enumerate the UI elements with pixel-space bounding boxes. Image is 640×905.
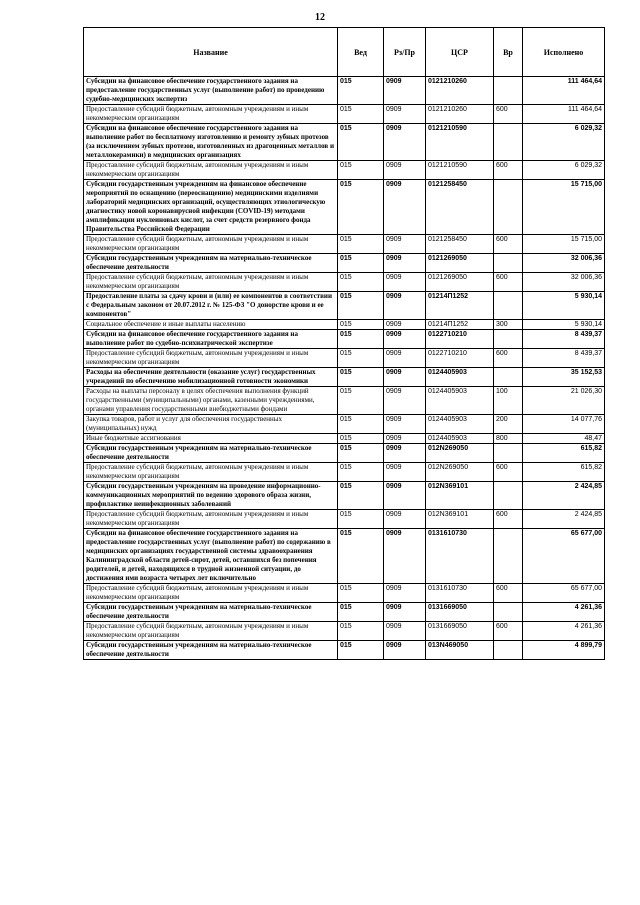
cell-amount: 32 006,36 [523, 254, 605, 273]
column-header-csr: ЦСР [426, 28, 494, 77]
cell-ved: 015 [338, 622, 384, 641]
cell-csr: 0122710210 [426, 349, 494, 368]
cell-name: Предоставление субсидий бюджетным, автономным учреждениям и иным некоммерческим организациям [84, 273, 338, 292]
cell-name: Субсидии на финансовое обеспечение государственного задания на выполнение работ по судебно-психиатрической экспертизе [84, 330, 338, 349]
cell-rzpr: 0909 [384, 77, 426, 105]
column-header-ved: Вед [338, 28, 384, 77]
table-row [84, 510, 605, 529]
cell-vr [494, 124, 523, 161]
cell-amount: 2 424,85 [523, 510, 605, 529]
table-row [84, 368, 605, 387]
cell-ved: 015 [338, 292, 384, 320]
cell-amount: 14 077,76 [523, 415, 605, 434]
table-row [84, 105, 605, 124]
cell-vr: 600 [494, 584, 523, 603]
cell-name: Социальное обеспечение и иные выплаты населению [84, 320, 338, 330]
cell-csr: 012N369101 [426, 510, 494, 529]
cell-vr: 600 [494, 349, 523, 368]
cell-name: Расходы на выплаты персоналу в целях обеспечения выполнения функций государственными (муниципальными) органами, казенными учреждениями, органами управления государственными внебюджетными фондами [84, 387, 338, 415]
cell-amount: 8 439,37 [523, 330, 605, 349]
cell-ved: 015 [338, 368, 384, 387]
cell-ved: 015 [338, 434, 384, 444]
cell-amount: 32 006,36 [523, 273, 605, 292]
cell-amount: 15 715,00 [523, 235, 605, 254]
cell-rzpr: 0909 [384, 180, 426, 235]
cell-amount: 5 930,14 [523, 292, 605, 320]
cell-ved: 015 [338, 161, 384, 180]
cell-rzpr: 0909 [384, 368, 426, 387]
cell-rzpr: 0909 [384, 529, 426, 584]
cell-csr: 0121269050 [426, 254, 494, 273]
cell-name: Субсидии государственным учреждениям на материально-техническое обеспечение деятельности [84, 641, 338, 660]
cell-name: Субсидии государственным учреждениям на материально-техническое обеспечение деятельности [84, 254, 338, 273]
cell-ved: 015 [338, 105, 384, 124]
cell-name: Предоставление субсидий бюджетным, автономным учреждениям и иным некоммерческим организациям [84, 349, 338, 368]
cell-csr: 0124405903 [426, 434, 494, 444]
cell-name: Предоставление субсидий бюджетным, автономным учреждениям и иным некоммерческим организациям [84, 463, 338, 482]
cell-name: Предоставление субсидий бюджетным, автономным учреждениям и иным некоммерческим организациям [84, 235, 338, 254]
cell-csr: 0121258450 [426, 180, 494, 235]
table-row [84, 77, 605, 105]
cell-ved: 015 [338, 641, 384, 660]
column-header-vr: Вр [494, 28, 523, 77]
cell-csr: 01214П1252 [426, 320, 494, 330]
cell-vr: 600 [494, 273, 523, 292]
cell-rzpr: 0909 [384, 641, 426, 660]
cell-ved: 015 [338, 603, 384, 622]
cell-ved: 015 [338, 529, 384, 584]
cell-name: Предоставление платы за сдачу крови и (или) ее компонентов в соответствии с Федеральным законом от 20.07.2012 г. № 125-ФЗ "О донорстве крови и ее компонентов" [84, 292, 338, 320]
cell-csr: 0131669050 [426, 622, 494, 641]
cell-vr: 600 [494, 161, 523, 180]
cell-csr: 0121269050 [426, 273, 494, 292]
cell-rzpr: 0909 [384, 161, 426, 180]
cell-amount: 111 464,64 [523, 105, 605, 124]
cell-name: Предоставление субсидий бюджетным, автономным учреждениям и иным некоммерческим организациям [84, 584, 338, 603]
table-row [84, 349, 605, 368]
cell-ved: 015 [338, 584, 384, 603]
cell-name: Субсидии государственным учреждениям на финансовое обеспечение мероприятий по оснащению (переоснащению) медицинскими изделиями лабораторий медицинских организаций, осуществляющих этиологическую диагностику новой коронавирусной инфекции (COVID-19) методами амплификации нуклеиновых кислот, за счет средств резервного фонда Правительства Российской Федерации [84, 180, 338, 235]
table-row [84, 482, 605, 510]
table-row [84, 124, 605, 161]
cell-name: Предоставление субсидий бюджетным, автономным учреждениям и иным некоммерческим организациям [84, 105, 338, 124]
cell-amount: 65 677,00 [523, 584, 605, 603]
cell-rzpr: 0909 [384, 415, 426, 434]
cell-csr: 0124405903 [426, 387, 494, 415]
cell-amount: 65 677,00 [523, 529, 605, 584]
cell-rzpr: 0909 [384, 273, 426, 292]
cell-rzpr: 0909 [384, 463, 426, 482]
cell-vr: 600 [494, 105, 523, 124]
cell-csr: 012N269050 [426, 444, 494, 463]
cell-rzpr: 0909 [384, 349, 426, 368]
cell-vr: 600 [494, 463, 523, 482]
table-row [84, 603, 605, 622]
cell-vr: 800 [494, 434, 523, 444]
cell-rzpr: 0909 [384, 387, 426, 415]
cell-rzpr: 0909 [384, 444, 426, 463]
cell-rzpr: 0909 [384, 603, 426, 622]
cell-rzpr: 0909 [384, 235, 426, 254]
cell-amount: 5 930,14 [523, 320, 605, 330]
table-row [84, 292, 605, 320]
table-row [84, 444, 605, 463]
cell-rzpr: 0909 [384, 320, 426, 330]
cell-ved: 015 [338, 273, 384, 292]
cell-csr: 0121210590 [426, 161, 494, 180]
cell-rzpr: 0909 [384, 124, 426, 161]
cell-ved: 015 [338, 349, 384, 368]
cell-ved: 015 [338, 482, 384, 510]
cell-vr [494, 482, 523, 510]
cell-ved: 015 [338, 254, 384, 273]
budget-execution-table [83, 27, 605, 660]
cell-csr: 0121210260 [426, 77, 494, 105]
table-row [84, 330, 605, 349]
cell-name: Субсидии на финансовое обеспечение государственного задания на предоставление государственных услуг (выполнение работ) по проведению судебно-медицинских экспертиз [84, 77, 338, 105]
column-header-amount: Исполнено [523, 28, 605, 77]
cell-amount: 35 152,53 [523, 368, 605, 387]
cell-vr [494, 330, 523, 349]
cell-ved: 015 [338, 444, 384, 463]
cell-amount: 6 029,32 [523, 124, 605, 161]
cell-name: Субсидии государственным учреждениям на материально-техническое обеспечение деятельности [84, 603, 338, 622]
cell-ved: 015 [338, 77, 384, 105]
cell-rzpr: 0909 [384, 482, 426, 510]
cell-name: Субсидии на финансовое обеспечение государственного задания на выполнение работ по бесплатному изготовлению и ремонту зубных протезов (за исключением зубных протезов, изготовленных из драгоценных металлов и металлокерамики) в медицинских организациях [84, 124, 338, 161]
cell-amount: 15 715,00 [523, 180, 605, 235]
column-header-name: Название [84, 28, 338, 77]
table-row [84, 584, 605, 603]
table-row [84, 161, 605, 180]
cell-vr [494, 641, 523, 660]
table-header-row [84, 28, 605, 77]
cell-name: Предоставление субсидий бюджетным, автономным учреждениям и иным некоммерческим организациям [84, 622, 338, 641]
cell-csr: 0122710210 [426, 330, 494, 349]
cell-rzpr: 0909 [384, 292, 426, 320]
cell-vr [494, 603, 523, 622]
cell-vr [494, 444, 523, 463]
cell-vr [494, 368, 523, 387]
cell-rzpr: 0909 [384, 622, 426, 641]
cell-vr [494, 180, 523, 235]
cell-ved: 015 [338, 463, 384, 482]
cell-vr: 300 [494, 320, 523, 330]
cell-ved: 015 [338, 415, 384, 434]
cell-rzpr: 0909 [384, 330, 426, 349]
cell-amount: 6 029,32 [523, 161, 605, 180]
cell-amount: 615,82 [523, 444, 605, 463]
cell-csr: 0131610730 [426, 529, 494, 584]
cell-vr [494, 77, 523, 105]
table-row [84, 180, 605, 235]
table-row [84, 434, 605, 444]
cell-vr [494, 254, 523, 273]
cell-ved: 015 [338, 387, 384, 415]
cell-amount: 2 424,85 [523, 482, 605, 510]
cell-csr: 01214П1252 [426, 292, 494, 320]
page-number: 12 [315, 12, 325, 23]
cell-ved: 015 [338, 124, 384, 161]
cell-vr [494, 529, 523, 584]
cell-ved: 015 [338, 330, 384, 349]
table-row [84, 273, 605, 292]
cell-csr: 012N269050 [426, 463, 494, 482]
cell-amount: 615,82 [523, 463, 605, 482]
cell-vr: 100 [494, 387, 523, 415]
cell-rzpr: 0909 [384, 254, 426, 273]
cell-name: Закупка товаров, работ и услуг для обеспечения государственных (муниципальных) нужд [84, 415, 338, 434]
cell-vr: 600 [494, 235, 523, 254]
cell-amount: 111 464,64 [523, 77, 605, 105]
table-body [84, 77, 605, 660]
cell-amount: 21 026,30 [523, 387, 605, 415]
cell-amount: 4 261,36 [523, 603, 605, 622]
cell-vr: 600 [494, 622, 523, 641]
cell-csr: 0124405903 [426, 415, 494, 434]
cell-ved: 015 [338, 320, 384, 330]
table-row [84, 320, 605, 330]
table-row [84, 641, 605, 660]
cell-name: Расходы на обеспечение деятельности (оказание услуг) государственных учреждений по обеспечению мобилизационной готовности экономики [84, 368, 338, 387]
cell-csr: 0121210260 [426, 105, 494, 124]
cell-rzpr: 0909 [384, 584, 426, 603]
table-row [84, 463, 605, 482]
cell-csr: 0124405903 [426, 368, 494, 387]
cell-name: Предоставление субсидий бюджетным, автономным учреждениям и иным некоммерческим организациям [84, 161, 338, 180]
cell-vr: 600 [494, 510, 523, 529]
cell-name: Субсидии государственным учреждениям на материально-техническое обеспечение деятельности [84, 444, 338, 463]
cell-vr [494, 292, 523, 320]
cell-amount: 4 899,79 [523, 641, 605, 660]
cell-ved: 015 [338, 235, 384, 254]
cell-csr: 0121210590 [426, 124, 494, 161]
table-row [84, 529, 605, 584]
cell-csr: 012N369101 [426, 482, 494, 510]
cell-ved: 015 [338, 510, 384, 529]
table-row [84, 387, 605, 415]
column-header-rzpr: Рз/Пр [384, 28, 426, 77]
table-row [84, 254, 605, 273]
cell-csr: 0121258450 [426, 235, 494, 254]
table-row [84, 415, 605, 434]
cell-amount: 8 439,37 [523, 349, 605, 368]
cell-name: Предоставление субсидий бюджетным, автономным учреждениям и иным некоммерческим организациям [84, 510, 338, 529]
cell-name: Субсидии государственным учреждениям на проведение информационно-коммуникационных мероприятий по ведению здорового образа жизни, профилактике неинфекционных заболеваний [84, 482, 338, 510]
cell-amount: 48,47 [523, 434, 605, 444]
cell-name: Иные бюджетные ассигнования [84, 434, 338, 444]
cell-csr: 013N469050 [426, 641, 494, 660]
cell-name: Субсидии на финансовое обеспечение государственного задания на предоставление государственных услуг (выполнение работ) по содержанию в медицинских организациях государственной системы здравоохранения Калининградской области детей-сирот, детей, оставшихся без попечения родителей, и детей, находящихся в трудной жизненной ситуации, до достижения ими возраста четырех лет включительно [84, 529, 338, 584]
cell-csr: 0131669050 [426, 603, 494, 622]
table-row [84, 622, 605, 641]
cell-rzpr: 0909 [384, 434, 426, 444]
cell-amount: 4 261,36 [523, 622, 605, 641]
cell-rzpr: 0909 [384, 105, 426, 124]
cell-ved: 015 [338, 180, 384, 235]
cell-vr: 200 [494, 415, 523, 434]
cell-csr: 0131610730 [426, 584, 494, 603]
cell-rzpr: 0909 [384, 510, 426, 529]
table-row [84, 235, 605, 254]
